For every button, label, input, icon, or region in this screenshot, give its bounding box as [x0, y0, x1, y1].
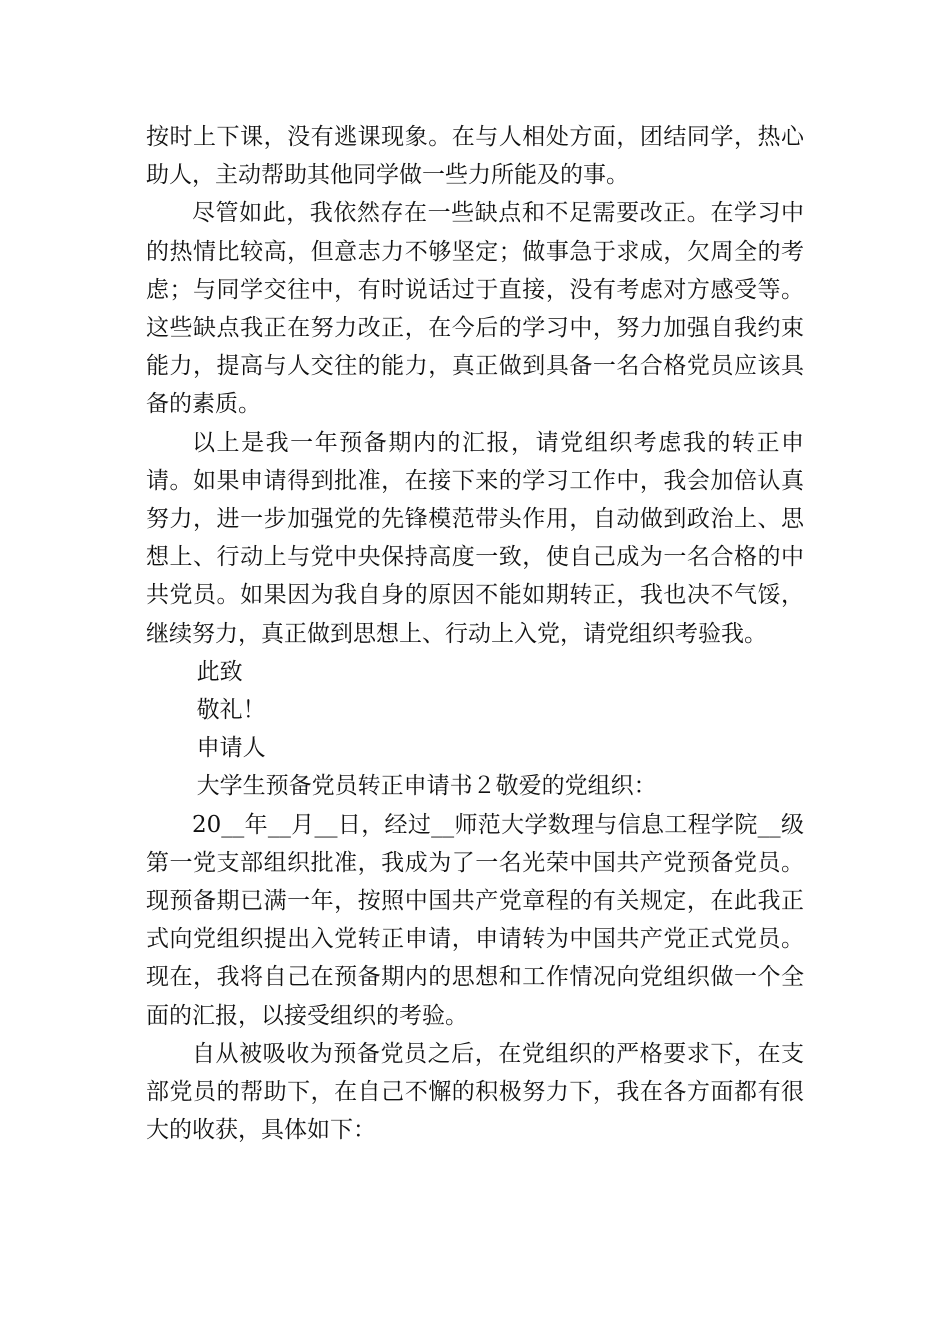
signature-label: 申请人 — [196, 735, 266, 762]
paragraph-conclusion: 以上是我一年预备期内的汇报，请党组织考虑我的转正申请。如果申请得到批准，在接下来的学习工作中，我会加倍认真努力，进一步加强党的先锋模范带头作用，自动做到政治上、思想上、行动上与党中央保持高度一致，使自己成为一名合格的中共党员。如果因为我自身的原因不能如期转正，我也决不气馁，继续努力，真正做到思想上、行动上入党，请党组织考验我。 — [146, 429, 804, 647]
greeting-line-2: 敬礼！ — [196, 697, 266, 724]
document-page — [146, 118, 804, 1149]
paragraph-approval: 20__年__月__日，经过__师范大学数理与信息工程学院__级第一党支部组织批准，我成为了一名光荣中国共产党预备党员。现预备期已满一年，按照中国共产党章程的有关规定，在此我正式向党组织提出入党转正申请，申请转为中国共产党正式党员。现在，我将自己在预备期内的思想和工作情况向党组织做一个全面的汇报，以接受组织的考验。 — [146, 811, 804, 1029]
paragraph-study-conduct: 按时上下课，没有逃课现象。在与人相处方面，团结同学，热心助人，主动帮助其他同学做一些力所能及的事。 — [146, 124, 804, 189]
paragraph-gains: 自从被吸收为预备党员之后，在党组织的严格要求下，在支部党员的帮助下，在自己不懈的积极努力下，我在各方面都有很大的收获，具体如下： — [146, 1040, 804, 1144]
paragraph-shortcomings: 尽管如此，我依然存在一些缺点和不足需要改正。在学习中的热情比较高，但意志力不够坚定；做事急于求成，欠周全的考虑；与同学交往中，有时说话过于直接，没有考虑对方感受等。这些缺点我正在努力改正，在今后的学习中，努力加强自我约束能力，提高与人交往的能力，真正做到具备一名合格党员应该具备的素质。 — [146, 200, 804, 418]
next-letter-title: 大学生预备党员转正申请书２敬爱的党组织： — [196, 773, 657, 800]
greeting-line-1: 此致 — [196, 658, 243, 685]
